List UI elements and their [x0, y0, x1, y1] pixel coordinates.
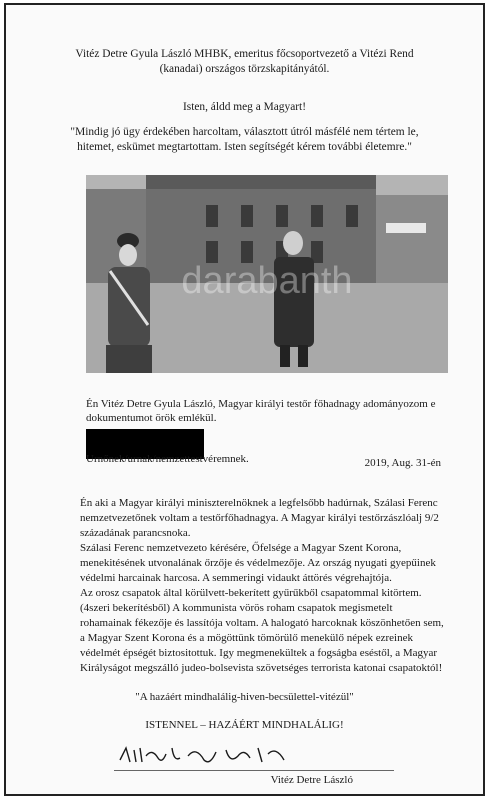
body-line: védelmét épségét biztositottuk. Igy megmenekültek a fogságba eséstől, a Magyar [80, 647, 438, 659]
body-line: Az orosz csapatok által körülvett-bekerített gyűrűkből csapatommal kitörtem. [80, 587, 422, 599]
body-line: Én aki a Magyar királyi miniszterelnöknek a legfelsőbb hadúrnak, Szálasi Ferenc [80, 497, 438, 509]
body-line: védelmi harcainak harcosa. A semmeringi vidaukt áttörés végrehajtója. [80, 572, 392, 584]
historical-photo [86, 175, 448, 373]
letter-header: Vitéz Detre Gyula László MHBK, emeritus főcsoportvezető a Vitézi Rend (kanadai) országos törzskapitányától. [75, 48, 414, 75]
quote-paragraph: "Mindig jó ügy érdekében harcoltam, választott útról másfélé nem tértem le, hitemet, eskümet megtartottam. Isten segítségét kérem további életemre." [70, 126, 419, 153]
body-line: (4szeri bekerítésből) A kommunista vörös roham csapatok megismetelt [80, 602, 393, 614]
body-line: rohamainak fékezője és lassítója voltam. A halogató harcoknak köszönhetően sem, [80, 617, 444, 629]
handwritten-signature [118, 742, 318, 770]
photo-watermark: darabanth [181, 260, 353, 302]
document-sheet [4, 3, 485, 796]
photo-caption: Én Vitéz Detre Gyula László, Magyar királyi testőr főhadnagy adományozom e dokumentumot örök emlékül. [86, 398, 436, 424]
dedication-line: Urnőnek/urnak/nemzettestvéremnek. [86, 453, 249, 465]
date-line: 2019, Aug. 31-én [364, 457, 441, 469]
signature-line [114, 770, 394, 771]
body-line: Szálasi Ferenc nemzetvezeto kérésére, Őfelsége a Magyar Szent Korona, [80, 542, 402, 554]
body-line: menekitésének utvonalának őrzője és védelmezője. Az ország nyugati gyepűinek [80, 557, 436, 569]
body-line: századának parancsnoka. [80, 527, 191, 539]
blessing-line: Isten, áldd meg a Magyart! [182, 101, 307, 113]
signed-name: Vitéz Detre László [270, 774, 353, 786]
closing-line: ISTENNEL – HAZÁÉRT MINDHALÁLIG! [145, 719, 344, 731]
body-line: a Magyar Szent Korona és a mögöttünk tömörülő menekülő népek ezreinek [80, 632, 413, 644]
body-line: nemzetvezetőnek voltam a testőrfőhadnagya. A Magyar királyi testőrzászlóalj 9/2 [80, 512, 439, 524]
motto-line: "A hazáért mindhalálig-hiven-becsülettel-vitézül" [135, 691, 354, 703]
body-line: Királyságot megszálló judeo-bolsevista szövetséges terrorista katonai csapatoktól! [80, 662, 443, 674]
